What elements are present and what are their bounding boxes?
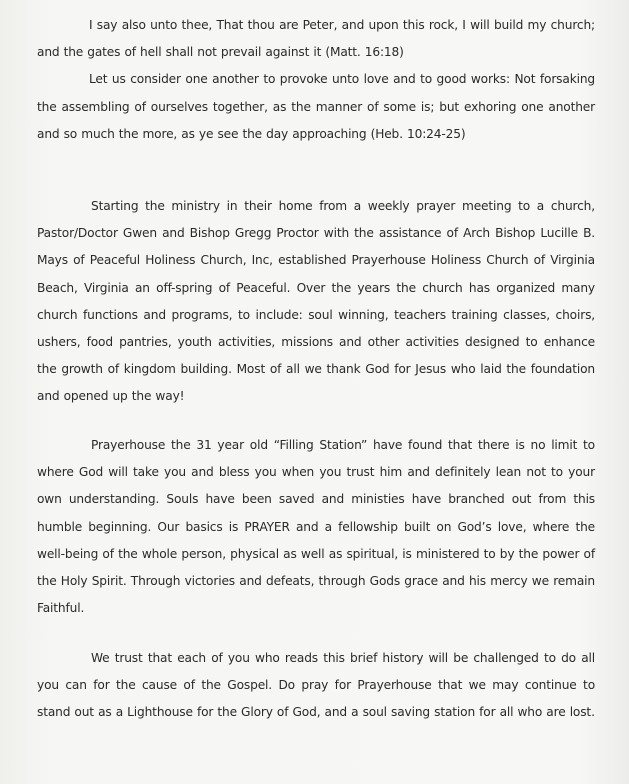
history-paragraph: Starting the ministry in their home from a weekly prayer meeting to a church, Pastor/Doctor Gwen and Bishop Gregg Proctor with the assistance of Arch Bishop Lucille B. Mays of Peaceful Holiness Church, Inc, established Prayerhouse Holiness Church of Virginia Beach, Virginia an off-spring of Peaceful. Over the years the church has organized many church functions and programs, to include: soul winning, teachers training classes, choirs, ushers, food pantries, youth activities, missions and other activities designed to enhance the growth of kingdom building. Most of all we thank God for Jesus who laid the foundation and opened up the way!: [37, 199, 595, 404]
scripture-section: [37, 12, 595, 148]
filling-station-section: [37, 432, 595, 622]
history-section: [37, 193, 595, 411]
closing-paragraph: We trust that each of you who reads this brief history will be challenged to do all you can for the cause of the Gospel. Do pray for Prayerhouse that we may continue to stand out as a Lighthouse for the Glory of God, and a soul saving station for all who are lost.: [37, 651, 595, 720]
scripture-hebrews: Let us consider one another to provoke unto love and to good works: Not forsaking the assembling of ourselves together, as the manner of some is; but exhoring one another and so much the more, as ye see the day approaching (Heb. 10:24-25): [37, 72, 595, 141]
scripture-matthew: I say also unto thee, That thou are Peter, and upon this rock, I will build my church; and the gates of hell shall not prevail against it (Matt. 16:18): [37, 18, 595, 60]
closing-section: [37, 645, 595, 727]
filling-station-paragraph: Prayerhouse the 31 year old “Filling Station” have found that there is no limit to where God will take you and bless you when you trust him and definitely lean not to your own understanding. Souls have been saved and ministies have branched out from this humble beginning. Our basics is PRAYER and a fellowship built on God’s love, where the well-being of the whole person, physical as well as spiritual, is ministered to by the power of the Holy Spirit. Through victories and defeats, through Gods grace and his mercy we remain Faithful.: [37, 438, 595, 616]
